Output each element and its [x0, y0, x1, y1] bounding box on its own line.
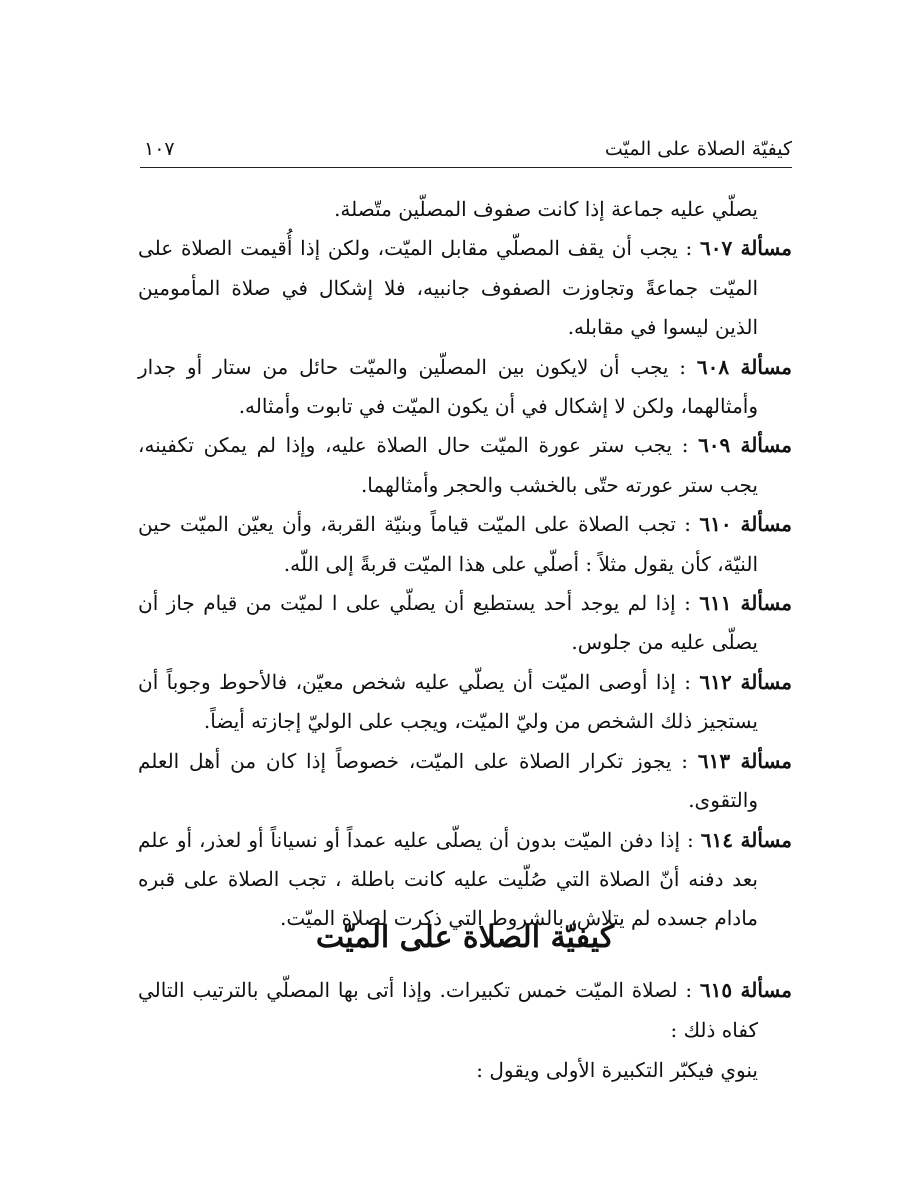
- issue-text: : يجب أن يقف المصلّي مقابل الميّت، ولكن إذا أُقيمت الصلاة على الميّت جماعةً وتجاوزت الصفوف جانبيه، فلا إشكال في صلاة المأمومين الذين ليسوا في مقابله.: [138, 236, 758, 340]
- closing-line: ينوي فيكبّر التكبيرة الأولى ويقول :: [476, 1058, 758, 1082]
- issue-613: [138, 742, 792, 821]
- issue-text: : يجب أن لايكون بين المصلّين والميّت حائل من ستار أو جدار وأمثالهما، ولكن لا إشكال في أن يكون الميّت في تابوت وأمثاله.: [138, 354, 758, 419]
- issue-612: [138, 663, 792, 742]
- section-heading: كيفيّة الصلاة على الميّت: [315, 920, 615, 955]
- issue-label: مسألة ٦١٢: [699, 669, 792, 694]
- issue-text: : لصلاة الميّت خمس تكبيرات. وإذا أتى بها المصلّي بالترتيب التالي كفاه ذلك :: [138, 978, 758, 1042]
- header-rule: [140, 167, 792, 168]
- page-number: ١٠٧: [144, 138, 175, 160]
- running-header: [140, 138, 792, 164]
- issue-text: : إذا لم يوجد أحد يستطيع أن يصلّي على ا لميّت من قيام جاز أن يصلّى عليه من جلوس.: [138, 591, 758, 655]
- issue-text: : يجب ستر عورة الميّت حال الصلاة عليه، وإذا لم يمكن تكفينه، يجب ستر عورته حتّى بالخشب والحجر وأمثالهما.: [138, 433, 758, 497]
- continuation-paragraph: يصلّي عليه جماعة إذا كانت صفوف المصلّين متّصلة.: [334, 197, 758, 221]
- issue-615: [138, 970, 792, 1050]
- issue-label: مسألة ٦١١: [699, 591, 792, 616]
- issue-608: [138, 348, 792, 427]
- issue-610: [138, 505, 792, 584]
- issue-611: [138, 584, 792, 663]
- body-text: [138, 190, 792, 939]
- issue-607: [138, 229, 792, 347]
- issue-text: : إذا دفن الميّت بدون أن يصلّى عليه عمداً أو نسياناً أو لعذر، أو علم بعد دفنه أنّ الصلاة التي صُلّيت عليه كانت باطلة ، تجب الصلاة على قبره مادام جسده لم يتلاش، بالشروط التي ذكرت لصلاة الميّت.: [138, 827, 758, 931]
- issue-text: : تجب الصلاة على الميّت قياماً وبنيّة القربة، وأن يعيّن الميّت حين النيّة، كأن يقول مثلاً : أصلّي على هذا الميّت قربةً إلى اللّه.: [138, 512, 758, 576]
- issue-label: مسألة ٦١٥: [699, 978, 792, 1002]
- issue-text: : يجوز تكرار الصلاة على الميّت، خصوصاً إذا كان من أهل العلم والتقوى.: [138, 748, 758, 813]
- issue-text: : إذا أوصى الميّت أن يصلّي عليه شخص معيّن، فالأحوط وجوباً أن يستجيز ذلك الشخص من وليّ الميّت، ويجب على الوليّ إجازته أيضاً.: [138, 669, 758, 734]
- issue-label: مسألة ٦٠٩: [698, 433, 792, 458]
- issue-label: مسألة ٦١٤: [700, 827, 792, 852]
- issue-label: مسألة ٦١٣: [697, 748, 793, 773]
- header-title: كيفيّة الصلاة على الميّت: [604, 138, 792, 160]
- issue-609: [138, 426, 792, 505]
- issue-label: مسألة ٦٠٨: [696, 354, 792, 379]
- issue-label: مسألة ٦٠٧: [699, 236, 792, 261]
- section-body: [138, 970, 792, 1090]
- issue-label: مسألة ٦١٠: [699, 512, 792, 537]
